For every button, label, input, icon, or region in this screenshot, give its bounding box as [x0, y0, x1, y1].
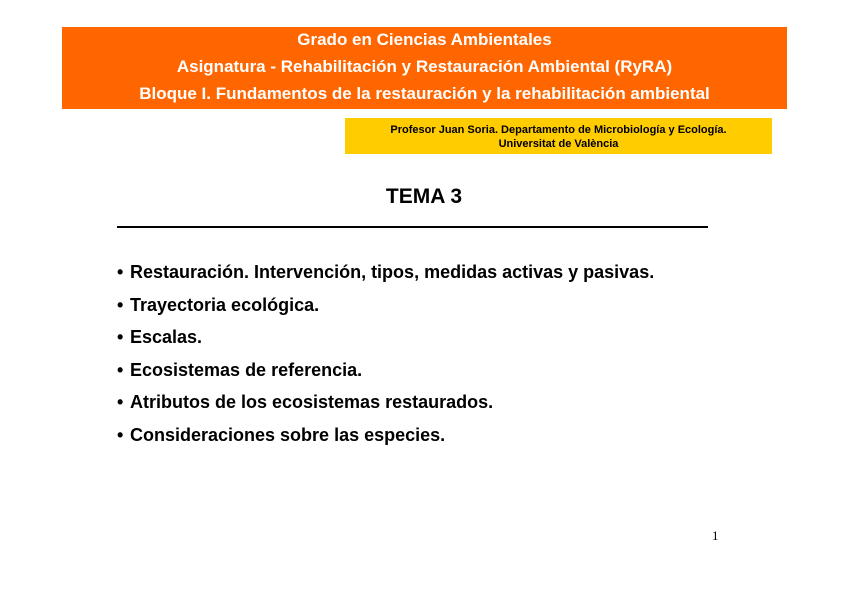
- bullet-icon: •: [117, 424, 124, 445]
- course-header-banner: [62, 27, 787, 109]
- author-name: Profesor Juan Soria. Departamento de Microbiología y Ecología.: [390, 124, 727, 136]
- topic-item: [117, 358, 654, 391]
- author-box: [345, 118, 772, 154]
- bullet-icon: •: [117, 359, 124, 380]
- bullet-icon: •: [117, 294, 124, 315]
- topic-item: [117, 423, 654, 456]
- topic-text: Escalas.: [130, 327, 203, 347]
- block-title: Bloque I. Fundamentos de la restauración y la rehabilitación ambiental: [139, 84, 710, 103]
- page-number: 1: [712, 528, 719, 543]
- degree-title: Grado en Ciencias Ambientales: [297, 30, 552, 49]
- topic-item: [117, 260, 654, 293]
- slide-title: TEMA 3: [385, 185, 463, 208]
- topic-text: Restauración. Intervención, tipos, medidas activas y pasivas.: [130, 262, 655, 282]
- course-title: Asignatura - Rehabilitación y Restauración Ambiental (RyRA): [176, 57, 673, 76]
- author-university: Universitat de València: [498, 138, 619, 150]
- topic-text: Trayectoria ecológica.: [130, 294, 320, 315]
- topic-item: [117, 390, 654, 423]
- bullet-icon: •: [117, 262, 124, 282]
- topic-text: Ecosistemas de referencia.: [130, 359, 363, 380]
- title-underline: [117, 226, 708, 228]
- bullet-icon: •: [117, 327, 124, 347]
- bullet-icon: •: [117, 392, 124, 412]
- topic-text: Atributos de los ecosistemas restaurados.: [130, 392, 494, 412]
- topic-list: [117, 260, 654, 455]
- topic-item: [117, 293, 654, 326]
- topic-text: Consideraciones sobre las especies.: [130, 424, 446, 445]
- topic-item: [117, 325, 654, 358]
